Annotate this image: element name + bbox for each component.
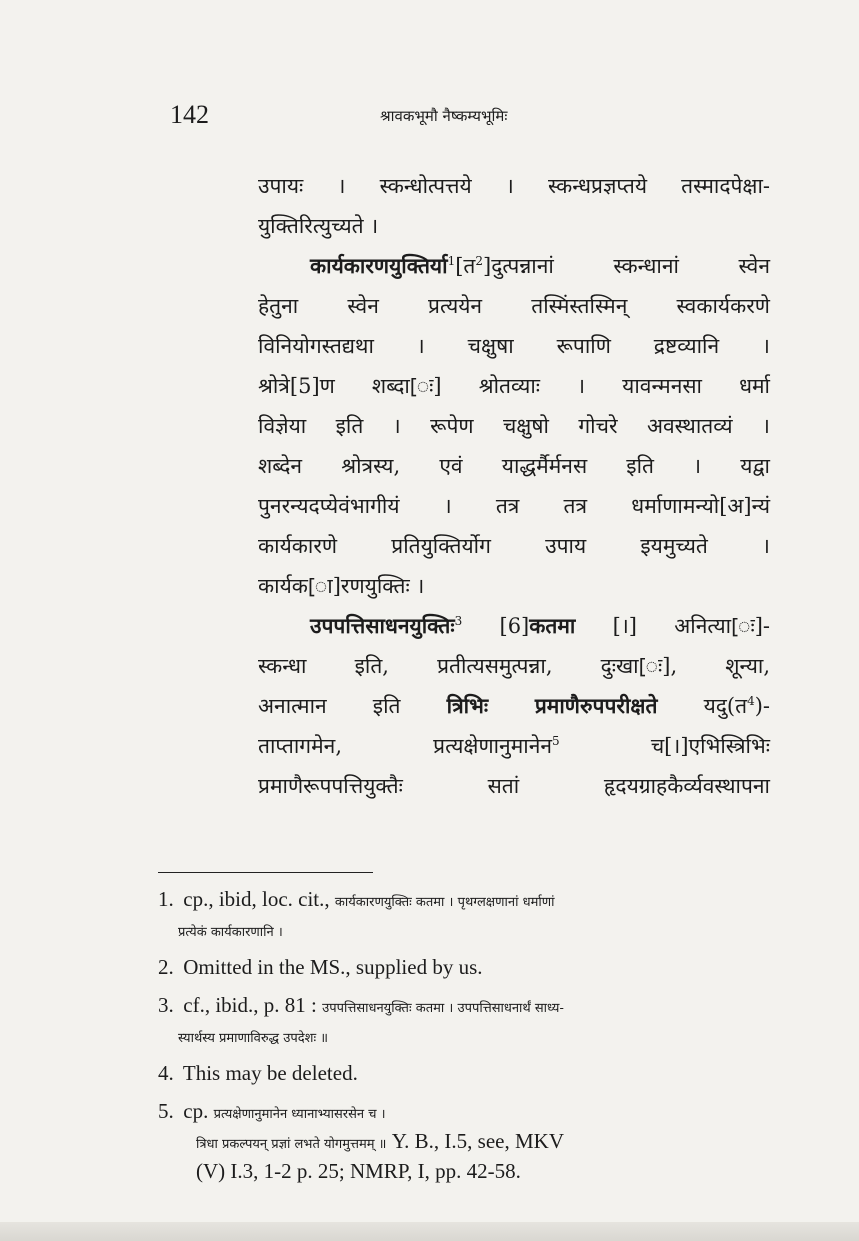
footnote-number: 3.: [158, 993, 174, 1017]
page-number: 142: [170, 100, 209, 129]
text-span: [त: [455, 254, 476, 278]
footnote-text: (V) I.3, 1-2 p. 25; NMRP, I, pp. 42-58.: [196, 1159, 521, 1183]
footnote-sanskrit: उपपत्तिसाधनयुक्तिः कतमा । उपपत्तिसाधनार्थं साध्य-: [322, 1001, 564, 1016]
footnote-3: [158, 990, 768, 1050]
footnotes: [158, 884, 768, 1194]
text-line: स्कन्धा इति, प्रतीत्यसमुत्पन्ना, दुःखा[ः], शून्या,: [258, 654, 770, 678]
text-line: युक्तिरित्युच्यते ।: [258, 214, 379, 238]
text-span: [6]: [462, 614, 530, 638]
footnote-number: 5.: [158, 1099, 174, 1123]
bold-term: उपपत्तिसाधनयुक्तिः: [310, 613, 455, 638]
text-line: श्रोत्रे[5]ण शब्दा[ः] श्रोतव्याः । यावन्मनसा धर्मा: [258, 374, 770, 398]
footnote-1: [158, 884, 768, 944]
footnote-sanskrit: कार्यकारणयुक्तिः कतमा । पृथग्लक्षणानां धर्माणां: [334, 895, 555, 910]
footnote-5: [158, 1096, 768, 1186]
text-line: पुनरन्यदप्येवंभागीयं । तत्र तत्र धर्माणामन्यो[अ]न्यं: [258, 494, 770, 518]
bold-term: कतमा: [529, 613, 576, 638]
scan-edge: [0, 1222, 859, 1241]
footnote-sanskrit: स्यार्थस्य प्रमाणाविरुद्ध उपदेशः ॥: [178, 1031, 328, 1046]
text-span: च[।]एभिस्त्रिभिः: [559, 734, 770, 758]
text-line: विनियोगस्तद्यथा । चक्षुषा रूपाणि द्रष्टव्यानि ।: [258, 334, 770, 358]
footnote-ref: 1: [447, 254, 456, 268]
text-line: [258, 686, 770, 726]
footnote-separator: [158, 872, 373, 873]
footnote-text: Y. B., I.5, see, MKV: [391, 1129, 564, 1153]
text-line: कार्यक[ा]रणयुक्तिः ।: [258, 574, 425, 598]
main-text: [258, 166, 770, 806]
text-span: ]दुत्पन्नानां स्कन्धानां स्वेन: [483, 254, 770, 278]
text-line: प्रमाणैरूपपत्तियुक्तैः सतां हृदयग्राहकैर्व्यवस्थापना: [258, 774, 770, 798]
text-span: ताप्तागमेन, प्रत्यक्षेणानुमानेन: [258, 734, 553, 758]
footnote-text: This may be deleted.: [182, 1061, 358, 1085]
bold-term: कार्यकारणयुक्तिर्या: [310, 253, 448, 278]
text-line: हेतुना स्वेन प्रत्ययेन तस्मिंस्तस्मिन् स्वकार्यकरणे: [258, 294, 770, 318]
footnote-text: Omitted in the MS., supplied by us.: [183, 955, 483, 979]
footnote-sanskrit: त्रिधा प्रकल्पयन् प्रज्ञां लभते योगमुत्तमम् ॥: [196, 1137, 387, 1152]
text-span: )-: [754, 694, 771, 718]
footnote-2: [158, 952, 768, 982]
footnote-ref: 2: [475, 254, 484, 268]
bold-term: त्रिभिः प्रमाणैरुपपरीक्षते: [446, 693, 658, 718]
running-head: श्रावकभूमौ नैष्कम्यभूमिः: [380, 107, 508, 125]
footnote-text: cp.: [183, 1099, 209, 1123]
text-span: अनात्मान इति: [258, 694, 447, 718]
footnote-ref: 5: [552, 734, 560, 748]
text-span: [।] अनित्या[ः]-: [575, 614, 770, 638]
text-line: शब्देन श्रोत्रस्य, एवं याद्धर्मैर्मनस इति । यद्वा: [258, 454, 770, 478]
footnote-4: [158, 1058, 768, 1088]
text-line: [258, 246, 770, 286]
footnote-number: 1.: [158, 887, 174, 911]
footnote-text: cp., ibid, loc. cit.,: [183, 887, 330, 911]
text-line: [258, 606, 770, 646]
text-line: [258, 726, 770, 766]
text-span: यदु(त: [657, 694, 748, 718]
footnote-text: cf., ibid., p. 81 :: [183, 993, 317, 1017]
text-line: उपायः । स्कन्धोत्पत्तये । स्कन्धप्रज्ञप्तये तस्मादपेक्षा-: [258, 174, 770, 198]
footnote-sanskrit: प्रत्येकं कार्यकारणानि ।: [178, 925, 283, 940]
footnote-sanskrit: प्रत्यक्षेणानुमानेन ध्यानाभ्यासरसेन च ।: [213, 1107, 386, 1122]
footnote-number: 2.: [158, 955, 174, 979]
footnote-number: 4.: [158, 1061, 174, 1085]
footnote-ref: 4: [747, 694, 755, 708]
text-line: कार्यकारणे प्रतियुक्तिर्योग उपाय इयमुच्यते ।: [258, 534, 770, 558]
text-line: विज्ञेया इति । रूपेण चक्षुषो गोचरे अवस्थातव्यं ।: [258, 414, 770, 438]
footnote-ref: 3: [454, 614, 463, 628]
